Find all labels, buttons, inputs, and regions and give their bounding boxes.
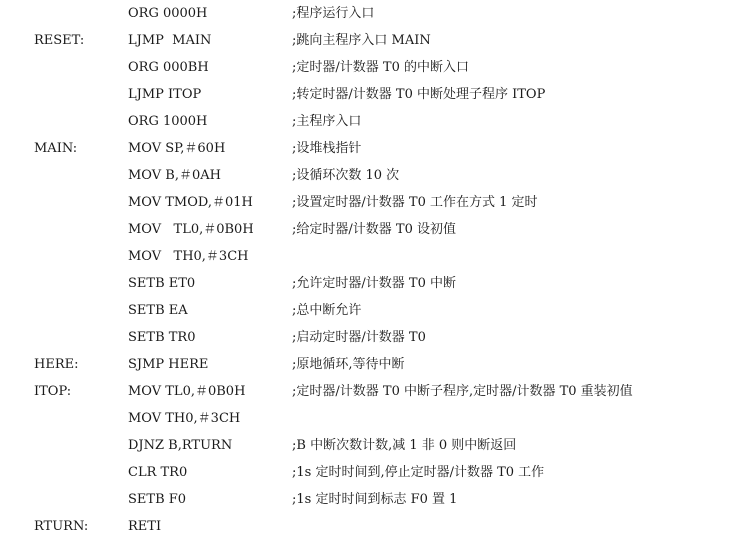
line-instruction: SETB ET0	[128, 276, 196, 291]
line-label: HERE:	[34, 357, 79, 372]
code-line	[0, 432, 748, 459]
code-line	[0, 135, 748, 162]
line-comment: ;原地循环,等待中断	[292, 357, 405, 372]
code-line	[0, 0, 748, 27]
code-line	[0, 27, 748, 54]
line-instruction: DJNZ B,RTURN	[128, 438, 233, 453]
code-line	[0, 81, 748, 108]
code-line	[0, 486, 748, 513]
code-line	[0, 405, 748, 432]
line-comment: ;设堆栈指针	[292, 141, 362, 156]
line-comment: ;允许定时器/计数器 T0 中断	[292, 276, 456, 291]
line-instruction: CLR TR0	[128, 465, 188, 480]
line-comment: ;设循环次数 10 次	[292, 168, 400, 183]
line-comment: ;定时器/计数器 T0 中断子程序,定时器/计数器 T0 重装初值	[292, 384, 633, 399]
line-instruction: ORG 1000H	[128, 114, 208, 129]
line-comment: ;B 中断次数计数,减 1 非 0 则中断返回	[292, 438, 517, 453]
line-label: MAIN:	[34, 141, 78, 156]
line-instruction: LJMP MAIN	[128, 33, 212, 48]
line-instruction: MOV TL0,＃0B0H	[128, 222, 254, 237]
line-instruction: MOV TH0,＃3CH	[128, 411, 241, 426]
line-instruction: MOV B,＃0AH	[128, 168, 221, 183]
line-instruction: ORG 000BH	[128, 60, 209, 75]
line-instruction: SETB EA	[128, 303, 188, 318]
line-instruction: SJMP HERE	[128, 357, 209, 372]
line-instruction: SETB F0	[128, 492, 187, 507]
code-line	[0, 243, 748, 270]
line-comment: ;主程序入口	[292, 114, 362, 129]
line-comment: ;总中断允许	[292, 303, 362, 318]
code-line	[0, 324, 748, 351]
line-instruction: SETB TR0	[128, 330, 196, 345]
line-comment: ;跳向主程序入口 MAIN	[292, 33, 431, 48]
line-comment: ;启动定时器/计数器 T0	[292, 330, 426, 345]
line-instruction: MOV TMOD,＃01H	[128, 195, 253, 210]
line-comment: ;定时器/计数器 T0 的中断入口	[292, 60, 469, 75]
line-instruction: ORG 0000H	[128, 6, 208, 21]
code-line	[0, 351, 748, 378]
code-line	[0, 378, 748, 405]
line-label: RESET:	[34, 33, 85, 48]
line-comment: ;1s 定时时间到,停止定时器/计数器 T0 工作	[292, 465, 545, 480]
line-comment: ;设置定时器/计数器 T0 工作在方式 1 定时	[292, 195, 538, 210]
line-instruction: MOV TL0,＃0B0H	[128, 384, 246, 399]
code-line	[0, 189, 748, 216]
code-line	[0, 270, 748, 297]
line-comment: ;程序运行入口	[292, 6, 375, 21]
code-line	[0, 162, 748, 189]
line-comment: ;给定时器/计数器 T0 设初值	[292, 222, 456, 237]
code-line	[0, 216, 748, 243]
line-instruction: LJMP ITOP	[128, 87, 202, 102]
code-line	[0, 459, 748, 486]
code-line	[0, 54, 748, 81]
line-comment: ;转定时器/计数器 T0 中断处理子程序 ITOP	[292, 87, 546, 102]
code-line	[0, 108, 748, 135]
line-instruction: MOV SP,＃60H	[128, 141, 226, 156]
line-comment: ;1s 定时时间到标志 F0 置 1	[292, 492, 458, 507]
line-instruction: MOV TH0,＃3CH	[128, 249, 249, 264]
code-line	[0, 513, 748, 540]
line-label: RTURN:	[34, 519, 89, 534]
line-instruction: RETI	[128, 519, 162, 534]
code-line	[0, 297, 748, 324]
line-label: ITOP:	[34, 384, 72, 399]
